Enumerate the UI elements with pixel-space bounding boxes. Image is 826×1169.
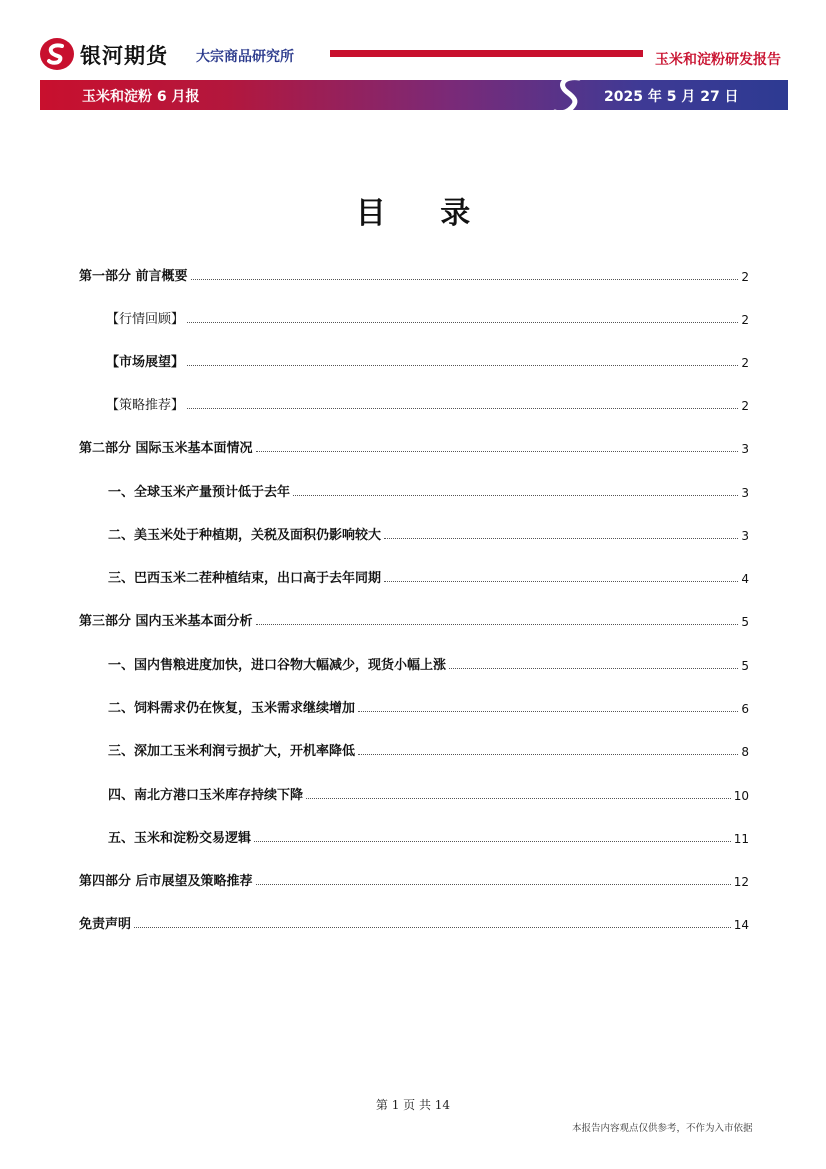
company-logo-icon: [40, 38, 74, 70]
report-type: 玉米和淀粉研发报告: [655, 52, 781, 68]
toc-entry-part4[interactable]: [79, 869, 749, 889]
toc-entry-page: 2: [741, 313, 749, 327]
footer-disclaimer: 本报告内容观点仅供参考，不作为入市依据: [572, 1123, 753, 1134]
toc-entry-page: 14: [733, 918, 749, 932]
toc-entry-part2[interactable]: [79, 436, 749, 456]
toc-entry-label: 第三部分 国内玉米基本面分析: [79, 614, 253, 629]
report-date: 2025 年 5 月 27 日: [604, 89, 739, 105]
toc-leader-dots: [358, 753, 738, 755]
toc-entry-page: 3: [741, 486, 749, 500]
toc-entry-3-1[interactable]: [108, 653, 749, 673]
toc-leader-dots: [293, 494, 738, 496]
toc-entry-page: 10: [733, 789, 749, 803]
toc-entry-market-review[interactable]: [106, 307, 749, 327]
toc-entry-label: 一、国内售粮进度加快，进口谷物大幅减少，现货小幅上涨: [108, 658, 447, 673]
toc-title: 目 录: [355, 196, 493, 231]
toc-leader-dots: [254, 840, 731, 842]
header-divider: [330, 50, 643, 57]
toc-entry-page: 11: [733, 832, 749, 846]
toc-leader-dots: [191, 278, 739, 280]
toc-entry-label: 四、南北方港口玉米库存持续下降: [108, 788, 304, 803]
toc-entry-2-3[interactable]: [108, 566, 749, 586]
toc-entry-strategy[interactable]: [106, 393, 749, 413]
toc-entry-3-2[interactable]: [108, 696, 749, 716]
toc-entry-page: 8: [741, 745, 749, 759]
toc-entry-3-3[interactable]: [108, 739, 749, 759]
report-title: 玉米和淀粉 6 月报: [82, 89, 200, 105]
toc-entry-page: 4: [741, 572, 749, 586]
toc-leader-dots: [256, 623, 739, 625]
toc-entry-label: 第二部分 国际玉米基本面情况: [79, 441, 253, 456]
toc-leader-dots: [187, 364, 738, 366]
page-number: 第 1 页 共 14: [375, 1098, 451, 1112]
toc-entry-label: 免责声明: [79, 917, 132, 932]
toc-leader-dots: [187, 321, 738, 323]
toc-entry-label: 三、深加工玉米利润亏损扩大，开机率降低: [108, 744, 356, 759]
toc-entry-label: 三、巴西玉米二茬种植结束，出口高于去年同期: [108, 571, 382, 586]
toc-entry-part1[interactable]: [79, 264, 749, 284]
toc-leader-dots: [384, 537, 738, 539]
toc-entry-label: 【行情回顾】: [106, 312, 185, 327]
brand-name: 银河期货: [80, 44, 168, 68]
toc-entry-label: 第四部分 后市展望及策略推荐: [79, 874, 253, 889]
toc-entry-part3[interactable]: [79, 609, 749, 629]
toc-entry-disclaimer[interactable]: [79, 912, 749, 932]
toc-entry-page: 3: [741, 442, 749, 456]
toc-entry-2-1[interactable]: [108, 480, 749, 500]
toc-leader-dots: [134, 926, 731, 928]
toc-entry-label: 【市场展望】: [106, 355, 185, 370]
toc-entry-page: 2: [741, 356, 749, 370]
toc-leader-dots: [449, 667, 738, 669]
toc-entry-3-4[interactable]: [108, 783, 749, 803]
institute-name: 大宗商品研究所: [196, 49, 294, 65]
toc-entry-label: 第一部分 前言概要: [79, 269, 188, 284]
toc-leader-dots: [187, 407, 738, 409]
toc-leader-dots: [306, 797, 731, 799]
toc-leader-dots: [358, 710, 738, 712]
toc-entry-market-outlook[interactable]: [106, 350, 749, 370]
toc-entry-page: 2: [741, 270, 749, 284]
toc-entry-page: 6: [741, 702, 749, 716]
toc-entry-3-5[interactable]: [108, 826, 749, 846]
toc-entry-label: 二、美玉米处于种植期，关税及面积仍影响较大: [108, 528, 382, 543]
toc-entry-label: 【策略推荐】: [106, 398, 185, 413]
toc-entry-page: 5: [741, 659, 749, 673]
toc-entry-2-2[interactable]: [108, 523, 749, 543]
toc-entry-page: 3: [741, 529, 749, 543]
toc-leader-dots: [384, 580, 738, 582]
toc-leader-dots: [256, 450, 739, 452]
swoosh-icon: [545, 72, 595, 118]
toc-entry-page: 12: [733, 875, 749, 889]
toc-leader-dots: [256, 883, 731, 885]
toc-entry-page: 2: [741, 399, 749, 413]
toc-entry-label: 五、玉米和淀粉交易逻辑: [108, 831, 252, 846]
toc-entry-label: 二、饲料需求仍在恢复，玉米需求继续增加: [108, 701, 356, 716]
toc-entry-page: 5: [741, 615, 749, 629]
toc-entry-label: 一、全球玉米产量预计低于去年: [108, 485, 291, 500]
